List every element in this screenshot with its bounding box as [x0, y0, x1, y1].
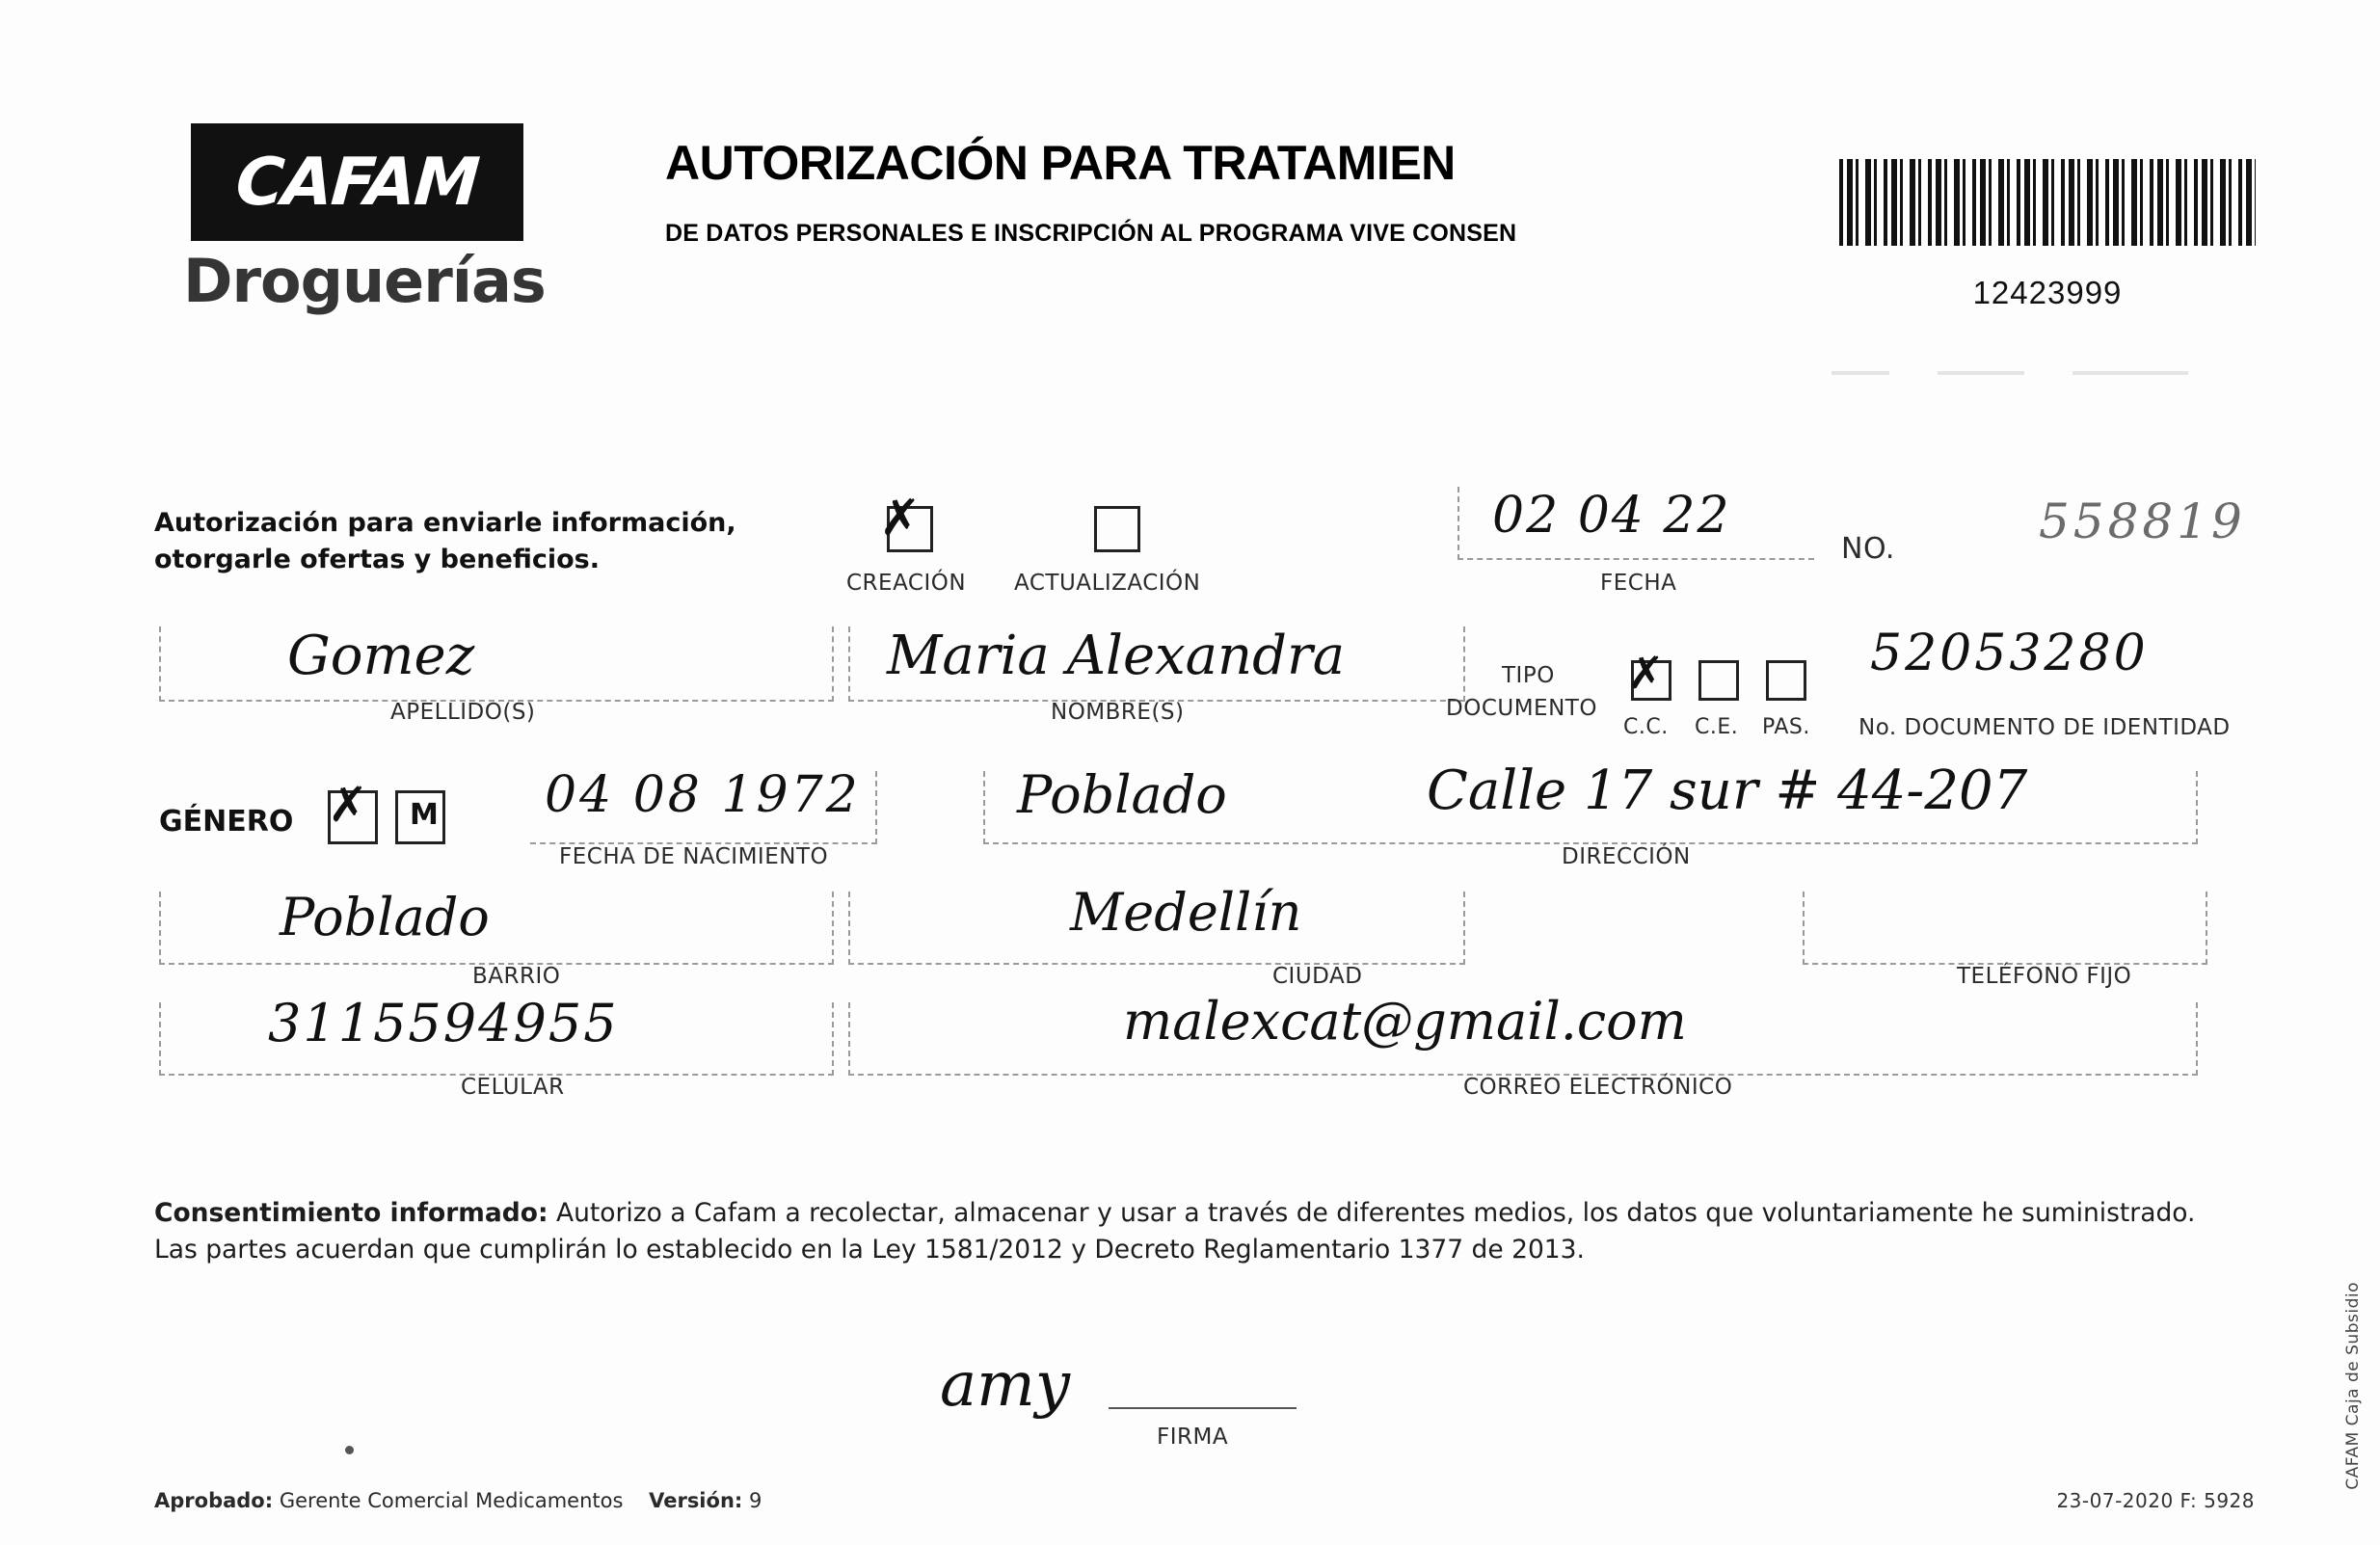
label-apellidos: APELLIDO(S) — [390, 700, 536, 725]
label-genero-m: M — [410, 798, 439, 832]
footer-approved-value: Gerente Comercial Medicamentos — [279, 1489, 624, 1512]
scan-artifact — [1938, 371, 2024, 375]
footer-version-value: 9 — [748, 1489, 762, 1512]
consent-paragraph — [154, 1195, 2236, 1269]
label-correo: CORREO ELECTRÓNICO — [1463, 1075, 1733, 1100]
barcode-number: 12423999 — [1972, 275, 2123, 310]
value-barrio: Poblado — [280, 887, 490, 947]
scan-speck — [345, 1446, 354, 1454]
checkbox-actualizacion[interactable] — [1094, 506, 1140, 552]
label-tipo-documento-1: TIPO — [1502, 663, 1555, 688]
value-fecha: 02 04 22 — [1492, 487, 1731, 545]
scan-artifact — [1832, 371, 1889, 375]
value-fecha-nacimiento: 04 08 1972 — [545, 766, 861, 824]
label-tipo-documento-2: DOCUMENTO — [1446, 696, 1597, 721]
footer-side-note: CAFAM Caja de Subsidio — [2343, 1282, 2363, 1490]
signature-value: amy — [940, 1349, 1070, 1421]
footer-approved-label: Aprobado: — [154, 1489, 274, 1512]
field-barrio[interactable] — [159, 892, 834, 965]
label-numero: NO. — [1841, 532, 1895, 566]
value-nombres: Maria Alexandra — [887, 625, 1346, 687]
label-actualizacion: ACTUALIZACIÓN — [1014, 571, 1201, 596]
label-barrio: BARRIO — [472, 964, 561, 989]
droguerias-wordmark: Droguerías — [183, 246, 546, 316]
value-direccion-extra: Poblado — [1017, 764, 1227, 825]
field-apellidos[interactable] — [159, 626, 834, 702]
checkbox-creacion-mark: ✗ — [879, 490, 922, 547]
intro-line-2: otorgarle ofertas y beneficios. — [154, 545, 600, 574]
label-telefono-fijo: TELÉFONO FIJO — [1957, 964, 2132, 989]
cafam-logo — [191, 123, 523, 241]
scan-artifact — [2072, 371, 2188, 375]
label-no-documento: No. DOCUMENTO DE IDENTIDAD — [1859, 715, 2231, 740]
footer-approval — [154, 1489, 762, 1512]
cafam-logo-text: CAFAM — [233, 144, 481, 221]
label-genero: GÉNERO — [159, 805, 294, 839]
value-no-documento: 52053280 — [1870, 625, 2149, 682]
label-ciudad: CIUDAD — [1272, 964, 1363, 989]
label-creacion: CREACIÓN — [846, 571, 967, 596]
value-direccion: Calle 17 sur # 44-207 — [1427, 759, 2028, 822]
label-fecha-nacimiento: FECHA DE NACIMIENTO — [559, 844, 829, 869]
value-celular: 3115594955 — [268, 993, 619, 1053]
checkbox-ce[interactable] — [1698, 660, 1739, 701]
label-nombres: NOMBRE(S) — [1051, 700, 1185, 725]
document-title: AUTORIZACIÓN PARA TRATAMIEN — [665, 136, 1456, 190]
field-telefono-fijo[interactable] — [1803, 892, 2207, 965]
intro-line-1: Autorización para enviarle información, — [154, 508, 736, 538]
label-direccion: DIRECCIÓN — [1562, 844, 1691, 869]
footer-code: 23-07-2020 F: 5928 — [2056, 1489, 2255, 1512]
label-fecha: FECHA — [1600, 571, 1677, 596]
barcode-image — [1839, 159, 2256, 246]
label-firma: FIRMA — [1157, 1425, 1229, 1450]
value-apellidos: Gomez — [287, 625, 475, 687]
label-pas: PAS. — [1762, 715, 1810, 739]
label-ce: C.E. — [1695, 715, 1739, 739]
value-correo: malexcat@gmail.com — [1123, 991, 1687, 1052]
value-numero: 558819 — [2039, 493, 2246, 549]
label-cc: C.C. — [1623, 715, 1669, 739]
footer-version-label: Versión: — [649, 1489, 743, 1512]
signature-line — [1109, 1407, 1297, 1409]
document-subtitle: DE DATOS PERSONALES E INSCRIPCIÓN AL PROGRAMA VIVE CONSEN — [665, 220, 1517, 247]
label-celular: CELULAR — [461, 1075, 565, 1100]
consent-heading: Consentimiento informado: — [154, 1198, 548, 1228]
checkbox-genero-f-mark: ✗ — [328, 777, 368, 833]
consent-body: Autorizo a Cafam a recolectar, almacenar y usar a través de diferentes medios, los datos que voluntariamente he suministrado. Las partes acuerdan que cumplirán lo establecido en la Ley 1581/2012 y Decreto Reglamentario 1377 de 2013. — [154, 1198, 2196, 1265]
value-ciudad: Medellín — [1070, 882, 1302, 943]
checkbox-pas[interactable] — [1766, 660, 1806, 701]
checkbox-cc-mark: ✗ — [1627, 647, 1665, 699]
